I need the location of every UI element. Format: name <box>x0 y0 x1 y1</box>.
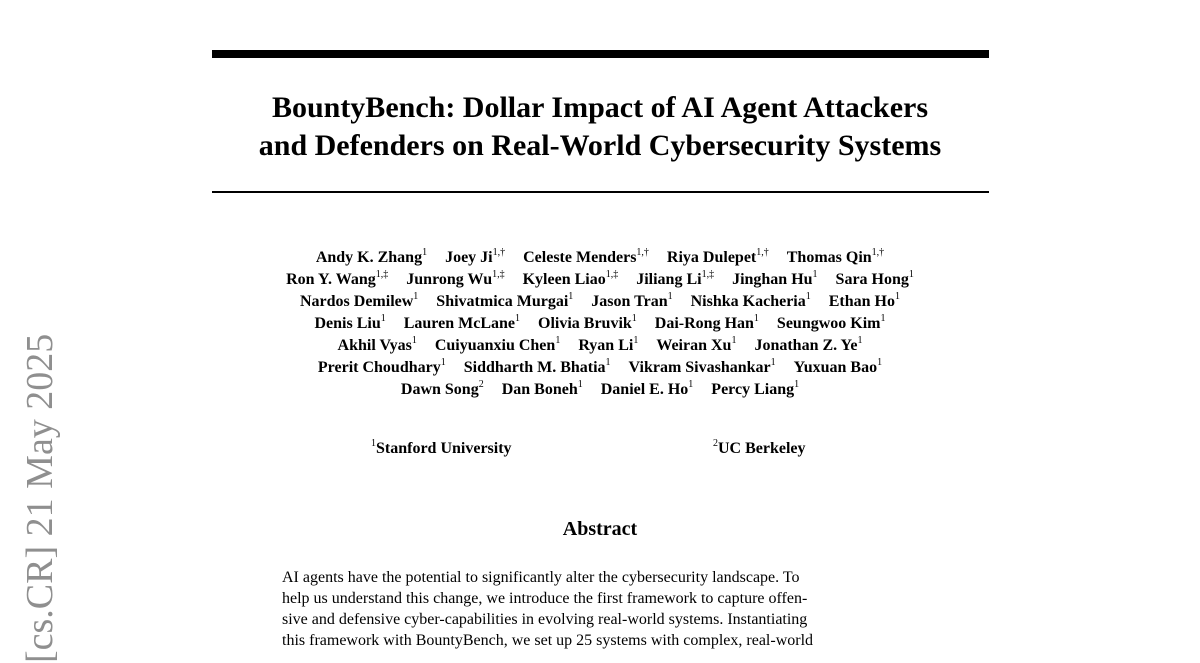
affiliation-marker: 1 <box>440 357 446 368</box>
author-line <box>150 247 1050 269</box>
author-name <box>591 293 672 310</box>
affiliation-marker: 1 <box>413 291 419 302</box>
author-name <box>829 293 900 310</box>
author-name-text: Andy K. Zhang <box>315 249 423 266</box>
affiliation-marker: 1 <box>568 291 574 302</box>
author-name <box>836 271 914 288</box>
affiliation-name: Stanford University <box>376 440 512 457</box>
author-name <box>754 337 862 354</box>
author-name <box>732 271 817 288</box>
affiliation-marker: 1,‡ <box>375 269 389 280</box>
affiliation-marker: 1 <box>605 357 611 368</box>
author-name <box>629 359 776 376</box>
abstract-line: AI agents have the potential to significantly alter the cybersecurity landscape. To <box>282 569 800 586</box>
author-name-text: Cuiyuanxiu Chen <box>434 337 556 354</box>
author-name-text: Shivatmica Murgai <box>436 293 569 310</box>
author-name-text: Dan Boneh <box>501 381 578 398</box>
author-name-text: Olivia Bruvik <box>538 315 632 332</box>
author-name <box>523 249 649 266</box>
affiliation-marker: 1,‡ <box>492 269 505 280</box>
affiliation-marker: 1 <box>857 335 863 346</box>
author-line <box>150 313 1050 335</box>
affiliation-marker: 1,‡ <box>605 269 619 280</box>
abstract-line: help us understand this change, we introduce the first framework to capture offen- <box>282 590 808 607</box>
affiliation-name: UC Berkeley <box>718 440 806 457</box>
author-name-text: Kyleen Liao <box>522 271 606 288</box>
author-name-text: Ryan Li <box>578 337 634 354</box>
author-name-text: Jiliang Li <box>636 271 702 288</box>
author-name-text: Siddharth M. Bhatia <box>463 359 606 376</box>
affiliation <box>713 438 806 460</box>
author-name-text: Junrong Wu <box>406 271 493 288</box>
affiliation-marker: 2 <box>713 438 718 449</box>
author-name-text: Weiran Xu <box>656 337 732 354</box>
abstract-body <box>282 567 922 651</box>
author-name <box>286 271 388 288</box>
affiliation-marker: 1 <box>880 313 886 324</box>
affiliation-marker: 1,‡ <box>701 269 715 280</box>
author-name <box>436 293 573 310</box>
author-name <box>435 337 561 354</box>
author-name <box>523 271 619 288</box>
affiliation-marker: 1 <box>877 357 883 368</box>
title-top-rule <box>212 50 989 58</box>
affiliation-marker: 1 <box>555 335 561 346</box>
author-name-text: Nishka Kacheria <box>690 293 806 310</box>
author-name <box>655 315 759 332</box>
abstract-line: this framework with BountyBench, we set up 25 systems with complex, real-world <box>282 632 814 649</box>
author-name-text: Prerit Choudhary <box>317 359 441 376</box>
author-line <box>150 357 1050 379</box>
abstract-line: sive and defensive cyber-capabilities in evolving real-world systems. Instantiating <box>282 611 808 628</box>
author-line <box>150 379 1050 401</box>
affiliation-marker: 1 <box>515 313 520 324</box>
abstract-heading: Abstract <box>562 518 638 540</box>
affiliation-marker: 1 <box>631 313 637 324</box>
author-name <box>777 315 886 332</box>
author-name-text: Joey Ji <box>445 249 493 266</box>
author-name <box>300 293 418 310</box>
author-name-text: Riya Dulepet <box>666 249 757 266</box>
affiliation-marker: 1 <box>577 379 583 390</box>
author-name <box>445 249 505 266</box>
affiliation-marker: 1 <box>688 379 694 390</box>
author-name-text: Denis Liu <box>314 315 381 332</box>
author-name <box>538 315 637 332</box>
affiliation-marker: 2 <box>478 379 484 390</box>
affiliation-marker: 1,† <box>492 247 506 258</box>
author-name-text: Jonathan Z. Ye <box>754 337 858 354</box>
author-name <box>316 249 427 266</box>
author-name-text: Yuxuan Bao <box>793 359 878 376</box>
author-name <box>406 271 504 288</box>
author-name-text: Ethan Ho <box>828 293 895 310</box>
affiliation-marker: 1 <box>908 269 914 280</box>
affiliation-marker: 1 <box>895 291 900 302</box>
author-name <box>656 337 736 354</box>
arxiv-stamp: [cs.CR] 21 May 2025 <box>19 333 61 663</box>
author-name-text: Percy Liang <box>711 381 795 398</box>
author-name-text: Dawn Song <box>400 381 479 398</box>
author-name <box>601 381 694 398</box>
author-name-text: Jason Tran <box>591 293 668 310</box>
affiliation-marker: 1 <box>422 247 428 258</box>
author-name <box>794 359 882 376</box>
author-name-text: Celeste Menders <box>523 249 637 266</box>
affiliation-marker: 1 <box>753 313 759 324</box>
author-name <box>318 359 446 376</box>
author-name-text: Ron Y. Wang <box>286 271 376 288</box>
paper-title <box>180 89 1020 165</box>
author-name <box>502 381 583 398</box>
title-line: BountyBench: Dollar Impact of AI Agent Attackers <box>271 91 929 124</box>
author-name <box>711 381 799 398</box>
author-list <box>150 247 1050 401</box>
author-name-text: Nardos Demilew <box>299 293 414 310</box>
author-name <box>691 293 811 310</box>
author-name-text: Akhil Vyas <box>337 337 412 354</box>
author-name-text: Daniel E. Ho <box>600 381 689 398</box>
affiliation-marker: 1 <box>667 291 673 302</box>
affiliation <box>371 438 512 460</box>
author-name-text: Jinghan Hu <box>732 271 813 288</box>
affiliation-marker: 1 <box>411 335 417 346</box>
author-name <box>401 381 484 398</box>
author-line <box>150 335 1050 357</box>
affiliation-marker: 1 <box>633 335 639 346</box>
author-line <box>150 269 1050 291</box>
title-line: and Defenders on Real-World Cybersecurity Systems <box>258 129 942 162</box>
affiliation-marker: 1 <box>371 438 376 449</box>
author-name <box>787 249 884 266</box>
author-name-text: Thomas Qin <box>786 249 872 266</box>
affiliation-marker: 1 <box>794 379 800 390</box>
affiliation-marker: 1 <box>770 357 776 368</box>
author-name <box>578 337 638 354</box>
author-name-text: Vikram Sivashankar <box>628 359 771 376</box>
author-line <box>150 291 1050 313</box>
author-name <box>404 315 520 332</box>
author-name <box>464 359 611 376</box>
author-name-text: Dai-Rong Han <box>654 315 754 332</box>
affiliation-marker: 1 <box>380 313 386 324</box>
affiliation-marker: 1,† <box>871 247 885 258</box>
affiliation-marker: 1 <box>805 291 811 302</box>
author-name-text: Sara Hong <box>835 271 909 288</box>
affiliation-marker: 1 <box>812 269 818 280</box>
title-bottom-rule <box>212 191 989 193</box>
author-name <box>314 315 385 332</box>
author-name <box>338 337 417 354</box>
affiliation-marker: 1,† <box>756 247 769 258</box>
author-name-text: Lauren McLane <box>403 315 515 332</box>
author-name <box>667 249 769 266</box>
affiliation-marker: 1 <box>731 335 737 346</box>
author-name-text: Seungwoo Kim <box>776 315 881 332</box>
affiliation-marker: 1,† <box>636 247 649 258</box>
author-name <box>636 271 714 288</box>
